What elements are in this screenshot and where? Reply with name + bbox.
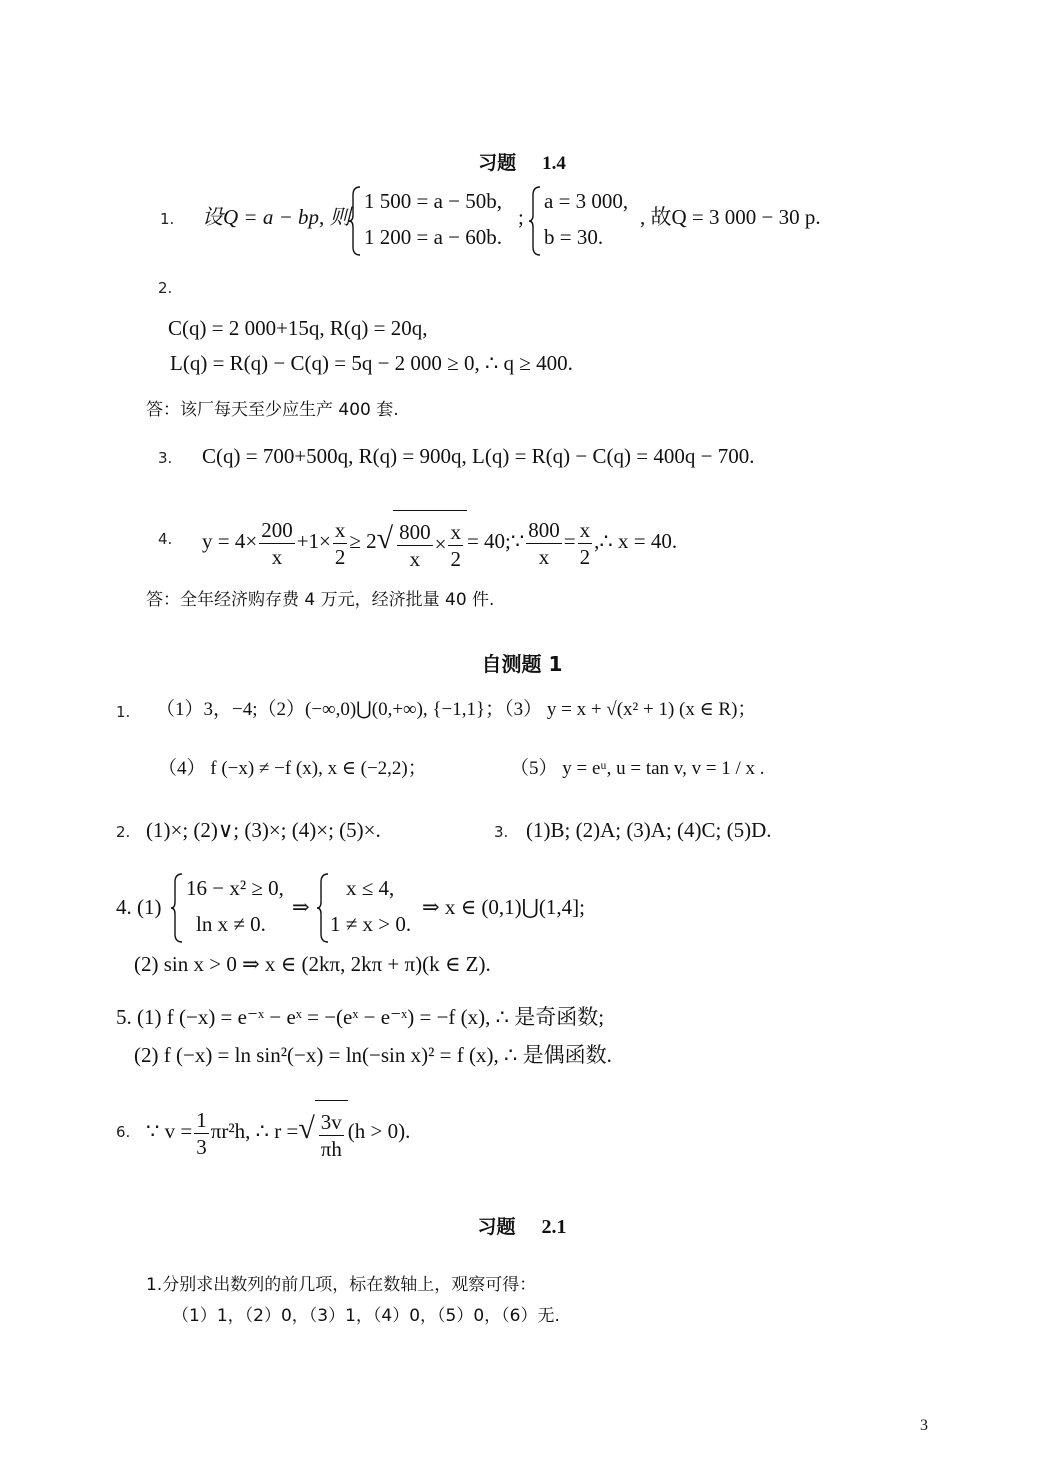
item-text: 分别求出数列的前几项，标在数轴上，观察可得： bbox=[162, 1275, 537, 1295]
eq-part: = bbox=[563, 529, 576, 553]
fraction bbox=[333, 517, 348, 570]
left-brace-icon bbox=[170, 872, 184, 944]
item-number: 3. bbox=[158, 449, 173, 467]
page-number: 3 bbox=[920, 1417, 928, 1434]
equation-system-2 bbox=[528, 185, 648, 257]
item-number: 6. bbox=[116, 1123, 131, 1141]
item-number: 4. bbox=[158, 530, 173, 548]
item-1-3 bbox=[158, 446, 172, 470]
numerator: 3v bbox=[320, 1110, 342, 1135]
numerator: 800 bbox=[528, 517, 560, 542]
equation-line: C(q) = 700+500q, R(q) = 900q, L(q) = R(q) − C(q) = 400q − 700. bbox=[202, 444, 755, 468]
item-number: 3. bbox=[494, 823, 509, 841]
heading-label: 习题 bbox=[478, 152, 517, 174]
answer-line: (2) f (−x) = ln sin²(−x) = ln(−sin x)² = f (x), ∴ 是偶函数. bbox=[134, 1043, 612, 1067]
answer-line: （1）1，（2）0，（3）1，（4）0，（5）0，（6）无. bbox=[172, 1306, 560, 1326]
radicand bbox=[315, 1100, 348, 1167]
fraction bbox=[578, 517, 593, 570]
denominator: 2 bbox=[450, 547, 461, 572]
answer-line: (1)B; (2)A; (3)A; (4)C; (5)D. bbox=[526, 818, 772, 842]
denominator: 2 bbox=[579, 544, 591, 569]
answer-line: （5） y = eᵘ, u = tan v, v = 1 / x . bbox=[510, 758, 765, 779]
numerator: 1 bbox=[196, 1107, 207, 1132]
eq-part: ≥ 2 bbox=[349, 529, 377, 553]
fraction bbox=[259, 517, 295, 570]
eq-part: = 40;∵ bbox=[466, 529, 525, 553]
system-row: 1 500 = a − 50b, bbox=[364, 189, 503, 213]
radical-icon: √ bbox=[376, 522, 394, 555]
section-heading-1-4 bbox=[0, 148, 1044, 175]
denominator: 3 bbox=[196, 1134, 207, 1159]
item-1-4 bbox=[158, 527, 172, 551]
radicand bbox=[393, 510, 467, 577]
fraction bbox=[448, 519, 463, 572]
answer-text: 答：全年经济购存费 4 万元，经济批量 40 件. bbox=[146, 590, 495, 610]
eq-part: × bbox=[434, 531, 447, 556]
separator: ; bbox=[518, 205, 524, 229]
numerator: 800 bbox=[399, 520, 431, 545]
system-row: 16 − x² ≥ 0, bbox=[186, 876, 284, 900]
item-number: 2. bbox=[158, 279, 173, 297]
section-heading-2-1 bbox=[0, 1212, 1044, 1239]
answer-text: 答：该厂每天至少应生产 400 套. bbox=[146, 400, 399, 420]
eq-part: y = 4× bbox=[202, 529, 258, 553]
denominator: x bbox=[538, 544, 550, 569]
numerator: x bbox=[450, 520, 461, 545]
answer-line: ⇒ x ∈ (0,1)⋃(1,4]; bbox=[422, 895, 585, 919]
selftest-item-3 bbox=[494, 820, 508, 844]
answer-line: （1）3，−4;（2）(−∞,0)⋃(0,+∞), {−1,1}；（3） y = x + √(x² + 1) (x ∈ R)； bbox=[156, 699, 757, 720]
fraction bbox=[319, 1109, 344, 1162]
radical-icon: √ bbox=[298, 1112, 315, 1145]
equation-system-4 bbox=[316, 872, 426, 944]
fraction bbox=[397, 519, 433, 572]
item-number: 1. bbox=[160, 210, 175, 228]
heading-label: 习题 bbox=[477, 1216, 516, 1238]
system-row: a = 3 000, bbox=[544, 189, 629, 213]
left-brace-icon bbox=[348, 185, 362, 257]
eq-part: ∵ v = bbox=[146, 1119, 193, 1143]
item-1-2 bbox=[158, 276, 172, 300]
item-1-1-prefix: 设Q = a − bp, 则 bbox=[202, 205, 351, 229]
equation-item-4 bbox=[202, 506, 677, 572]
eq-part: ,∴ x = 40. bbox=[594, 529, 678, 553]
implies-icon: ⇒ bbox=[292, 895, 310, 919]
system-row: b = 30. bbox=[544, 225, 604, 249]
item-number: 1. bbox=[116, 703, 131, 721]
system-row: ln x ≠ 0. bbox=[196, 912, 266, 936]
item-1-1 bbox=[160, 207, 174, 231]
fraction bbox=[194, 1107, 209, 1160]
heading-number: 2.1 bbox=[541, 1216, 567, 1238]
fraction bbox=[526, 517, 562, 570]
selftest-item-2 bbox=[116, 820, 130, 844]
item-1-1-suffix: , 故Q = 3 000 − 30 p. bbox=[640, 205, 821, 229]
answer-line: (2) sin x > 0 ⇒ x ∈ (2kπ, 2kπ + π)(k ∈ Z). bbox=[134, 952, 491, 976]
item-number: 5. bbox=[116, 1005, 132, 1029]
selftest-item-6 bbox=[116, 1120, 130, 1144]
item-number: 4. (1) bbox=[116, 895, 162, 919]
numerator: 200 bbox=[261, 517, 293, 542]
exercise-2-1-item-1 bbox=[146, 1273, 536, 1297]
item-number: 2. bbox=[116, 823, 131, 841]
equation-line: C(q) = 2 000+15q, R(q) = 20q, bbox=[168, 316, 428, 340]
item-number: 1. bbox=[146, 1275, 163, 1295]
numerator: x bbox=[334, 517, 346, 542]
selftest-item-1 bbox=[116, 700, 130, 724]
selftest-item-5 bbox=[116, 1005, 604, 1029]
equation-system-1 bbox=[348, 185, 528, 257]
system-row: 1 200 = a − 60b. bbox=[364, 225, 503, 249]
left-brace-icon bbox=[528, 185, 542, 257]
left-brace-icon bbox=[316, 872, 330, 944]
section-heading-self-test-1: 自测题 1 bbox=[481, 652, 563, 676]
answer-line: (1)×; (2)∨; (3)×; (4)×; (5)×. bbox=[146, 818, 381, 842]
system-row: x ≤ 4, bbox=[346, 876, 395, 900]
equation-line: L(q) = R(q) − C(q) = 5q − 2 000 ≥ 0, ∴ q ≥ 400. bbox=[170, 351, 573, 375]
denominator: x bbox=[409, 547, 421, 572]
eq-part: πr²h, ∴ r = bbox=[210, 1119, 299, 1143]
system-row: 1 ≠ x > 0. bbox=[330, 912, 412, 936]
answer-line: （4） f (−x) ≠ −f (x), x ∈ (−2,2)； bbox=[158, 758, 427, 779]
answer-line: (1) f (−x) = e⁻ˣ − eˣ = −(eˣ − e⁻ˣ) = −f (x), ∴ 是奇函数; bbox=[137, 1005, 605, 1029]
numerator: x bbox=[579, 517, 591, 542]
denominator: πh bbox=[320, 1137, 342, 1162]
equation-item-6 bbox=[146, 1096, 410, 1162]
denominator: x bbox=[271, 544, 283, 569]
eq-part: (h > 0). bbox=[347, 1119, 411, 1143]
heading-number: 1.4 bbox=[542, 153, 566, 174]
eq-part: +1× bbox=[296, 529, 331, 553]
denominator: 2 bbox=[334, 544, 346, 569]
